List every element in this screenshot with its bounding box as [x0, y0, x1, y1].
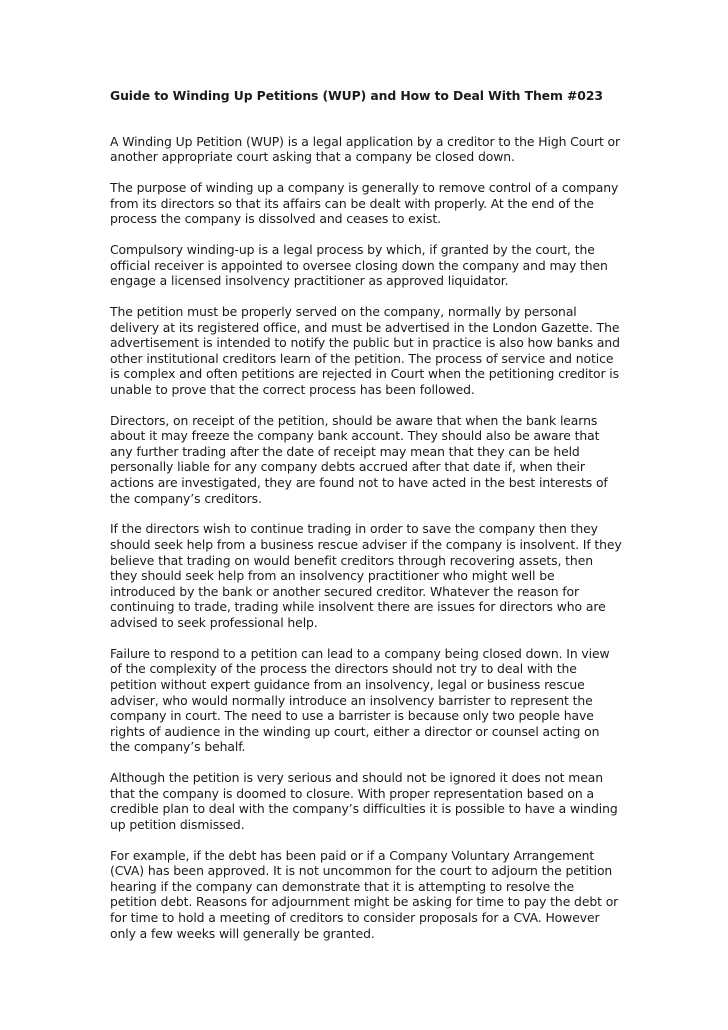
paragraph-compulsory-winding-up: Compulsory winding-up is a legal process by which, if granted by the court, the official receiver is appointed to oversee closing down the company and may then engage a licensed insolvency practitioner as approved liquidator. — [110, 241, 608, 289]
paragraph-failure-to-respond: Failure to respond to a petition can lead to a company being closed down. In view of the complexity of the process the directors should not try to deal with the petition without expert guidance from an insolvency, legal or business rescue adviser, who would normally introduce an insolvency barrister to represent the company in court. The need to use a barrister is because only two people have rights of audience in the winding up court, either a director or counsel acting on the company’s behalf. — [110, 645, 610, 755]
document-page — [110, 88, 622, 956]
paragraph-continue-trading: If the directors wish to continue trading in order to save the company then they should seek help from a business rescue adviser if the company is insolvent. If they believe that trading on would benefit creditors through recovering assets, then they should seek help from an insolvency practitioner who might well be introduced by the bank or another secured creditor. Whatever the reason for continuing to trade, trading while insolvent there are issues for directors who are advised to seek professional help. — [110, 521, 622, 630]
document-title: Guide to Winding Up Petitions (WUP) and How to Deal With Them #023 — [110, 88, 603, 103]
paragraph-service-and-notice: The petition must be properly served on the company, normally by personal delivery at its registered office, and must be advertised in the London Gazette. The advertisement is intended to notify the public but in practice is also how banks and other institutional creditors learn of the petition. The process of service and notice is complex and often petitions are rejected in Court when the petitioning creditor is unable to prove that the correct process has been followed. — [110, 303, 620, 397]
paragraph-purpose: The purpose of winding up a company is generally to remove control of a company from its directors so that its affairs can be dealt with properly. At the end of the process the company is dissolved and ceases to exist. — [110, 179, 619, 227]
paragraph-example-adjournment: For example, if the debt has been paid or if a Company Voluntary Arrangement (CVA) has been approved. It is not uncommon for the court to adjourn the petition hearing if the company can demonstrate that it is attempting to resolve the petition debt. Reasons for adjournment might be asking for time to pay the debt or for time to hold a meeting of creditors to consider proposals for a CVA. However only a few weeks will generally be granted. — [110, 847, 619, 941]
paragraph-directors-awareness: Directors, on receipt of the petition, should be aware that when the bank learns about it may freeze the company bank account. They should also be aware that any further trading after the date of receipt may mean that they can be held personally liable for any company debts accrued after that date if, when their actions are investigated, they are found not to have acted in the best interests of the company’s creditors. — [110, 412, 608, 506]
paragraph-representation: Although the petition is very serious and should not be ignored it does not mean that the company is doomed to closure. With proper representation based on a credible plan to deal with the company’s difficulties it is possible to have a winding up petition dismissed. — [110, 770, 618, 832]
paragraph-definition: A Winding Up Petition (WUP) is a legal application by a creditor to the High Court or another appropriate court asking that a company be closed down. — [110, 133, 621, 165]
